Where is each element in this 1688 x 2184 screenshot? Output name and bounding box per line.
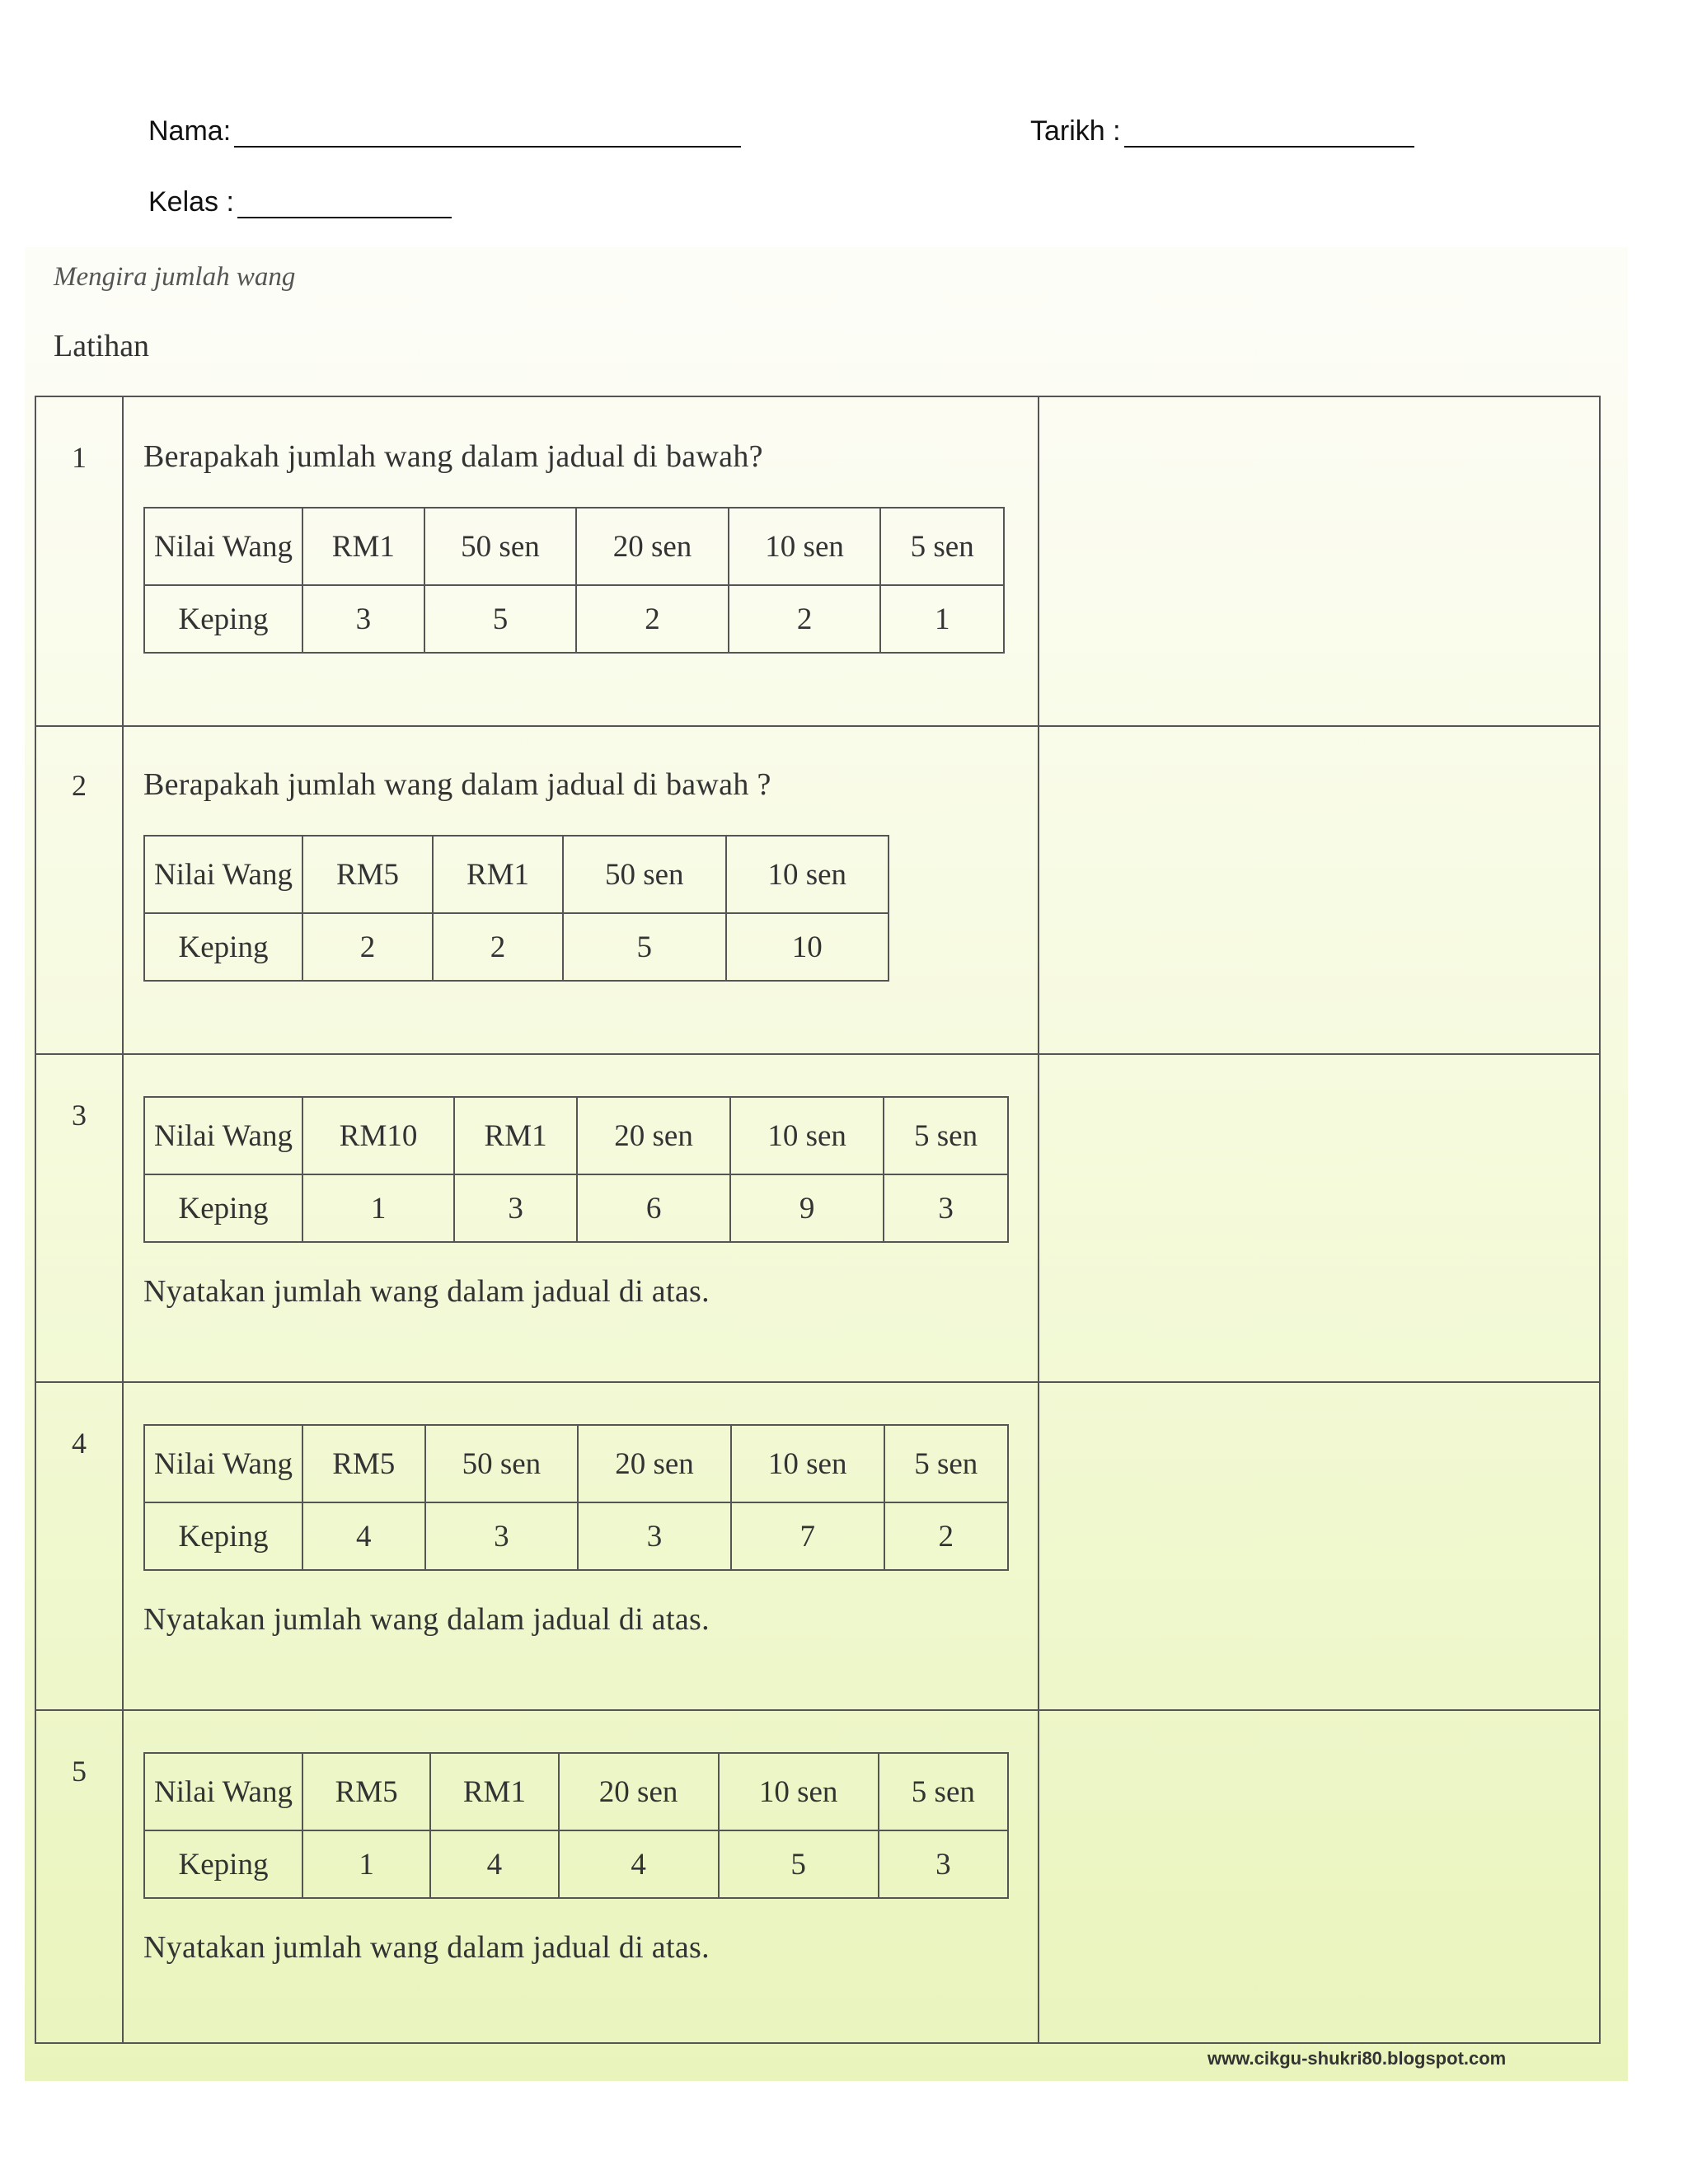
question-number: 4 — [72, 1427, 87, 1460]
denomination-cell: 10 sen — [726, 836, 889, 913]
section-title: Latihan — [54, 329, 150, 363]
row-divider — [36, 1053, 1599, 1055]
denomination-cell: RM1 — [454, 1097, 577, 1174]
nilai-wang-header: Nilai Wang — [144, 508, 302, 585]
denomination-cell: RM1 — [302, 508, 424, 585]
question-text: Nyatakan jumlah wang dalam jadual di atas. — [143, 1274, 710, 1309]
name-blank-line[interactable] — [234, 118, 741, 148]
pieces-cell: 3 — [454, 1174, 577, 1242]
money-table — [143, 835, 889, 982]
name-label: Nama: — [148, 115, 232, 147]
pieces-cell: 2 — [884, 1502, 1008, 1570]
worksheet-subtitle: Mengira jumlah wang — [54, 262, 296, 292]
pieces-cell: 3 — [302, 585, 424, 653]
pieces-cell: 3 — [578, 1502, 731, 1570]
denomination-cell: RM5 — [302, 836, 433, 913]
pieces-cell: 3 — [425, 1502, 579, 1570]
pieces-cell: 1 — [302, 1174, 454, 1242]
nilai-wang-header: Nilai Wang — [144, 836, 302, 913]
keping-header: Keping — [144, 585, 302, 653]
pieces-cell: 2 — [729, 585, 881, 653]
denomination-cell: RM5 — [302, 1425, 425, 1502]
pieces-cell: 7 — [731, 1502, 884, 1570]
money-table — [143, 1752, 1009, 1899]
denomination-cell: 5 sen — [880, 508, 1004, 585]
denomination-cell: 50 sen — [424, 508, 577, 585]
question-text: Berapakah jumlah wang dalam jadual di bawah ? — [143, 767, 771, 802]
source-url-footer: www.cikgu-shukri80.blogspot.com — [1207, 2048, 1507, 2069]
question-number: 5 — [72, 1755, 87, 1788]
nilai-wang-header: Nilai Wang — [144, 1425, 302, 1502]
question-number: 1 — [72, 441, 87, 474]
row-divider — [36, 1381, 1599, 1383]
pieces-cell: 4 — [430, 1830, 558, 1898]
pieces-cell: 1 — [880, 585, 1004, 653]
pieces-cell: 9 — [730, 1174, 884, 1242]
denomination-cell: 5 sen — [884, 1425, 1008, 1502]
question-number: 3 — [72, 1099, 87, 1132]
denomination-cell: 20 sen — [559, 1753, 719, 1830]
pieces-cell: 6 — [577, 1174, 730, 1242]
pieces-cell: 2 — [433, 913, 563, 981]
denomination-cell: RM1 — [433, 836, 563, 913]
pieces-cell: 4 — [559, 1830, 719, 1898]
pieces-cell: 5 — [719, 1830, 879, 1898]
date-label: Tarikh : — [1030, 115, 1121, 147]
pieces-cell: 5 — [424, 585, 577, 653]
denomination-cell: 50 sen — [563, 836, 725, 913]
denomination-cell: 20 sen — [577, 1097, 730, 1174]
row-divider — [36, 1709, 1599, 1711]
date-blank-line[interactable] — [1124, 118, 1414, 148]
denomination-cell: RM5 — [302, 1753, 430, 1830]
pieces-cell: 5 — [563, 913, 725, 981]
nilai-wang-header: Nilai Wang — [144, 1753, 302, 1830]
question-text: Berapakah jumlah wang dalam jadual di bawah? — [143, 439, 763, 474]
class-label: Kelas : — [148, 186, 234, 218]
row-divider — [36, 725, 1599, 727]
money-table — [143, 1424, 1009, 1571]
money-table — [143, 507, 1005, 654]
question-text: Nyatakan jumlah wang dalam jadual di atas. — [143, 1930, 710, 1965]
denomination-cell: RM10 — [302, 1097, 454, 1174]
exercise-grid — [35, 396, 1601, 2044]
denomination-cell: 10 sen — [731, 1425, 884, 1502]
question-number: 2 — [72, 769, 87, 802]
denomination-cell: 20 sen — [578, 1425, 731, 1502]
denomination-cell: RM1 — [430, 1753, 558, 1830]
date-field[interactable] — [1030, 115, 1414, 148]
denomination-cell: 10 sen — [719, 1753, 879, 1830]
denomination-cell: 50 sen — [425, 1425, 579, 1502]
denomination-cell: 5 sen — [879, 1753, 1008, 1830]
number-column-divider — [122, 397, 124, 2042]
pieces-cell: 2 — [576, 585, 729, 653]
money-table — [143, 1096, 1009, 1243]
keping-header: Keping — [144, 1502, 302, 1570]
pieces-cell: 2 — [302, 913, 433, 981]
pieces-cell: 3 — [884, 1174, 1008, 1242]
pieces-cell: 1 — [302, 1830, 430, 1898]
name-field[interactable] — [148, 115, 741, 148]
pieces-cell: 3 — [879, 1830, 1008, 1898]
pieces-cell: 10 — [726, 913, 889, 981]
denomination-cell: 20 sen — [576, 508, 729, 585]
denomination-cell: 10 sen — [730, 1097, 884, 1174]
denomination-cell: 5 sen — [884, 1097, 1008, 1174]
answer-column-divider — [1038, 397, 1039, 2042]
keping-header: Keping — [144, 1174, 302, 1242]
question-text: Nyatakan jumlah wang dalam jadual di atas. — [143, 1602, 710, 1637]
denomination-cell: 10 sen — [729, 508, 881, 585]
keping-header: Keping — [144, 1830, 302, 1898]
nilai-wang-header: Nilai Wang — [144, 1097, 302, 1174]
keping-header: Keping — [144, 913, 302, 981]
pieces-cell: 4 — [302, 1502, 425, 1570]
class-field[interactable] — [148, 186, 452, 218]
class-blank-line[interactable] — [237, 189, 452, 218]
